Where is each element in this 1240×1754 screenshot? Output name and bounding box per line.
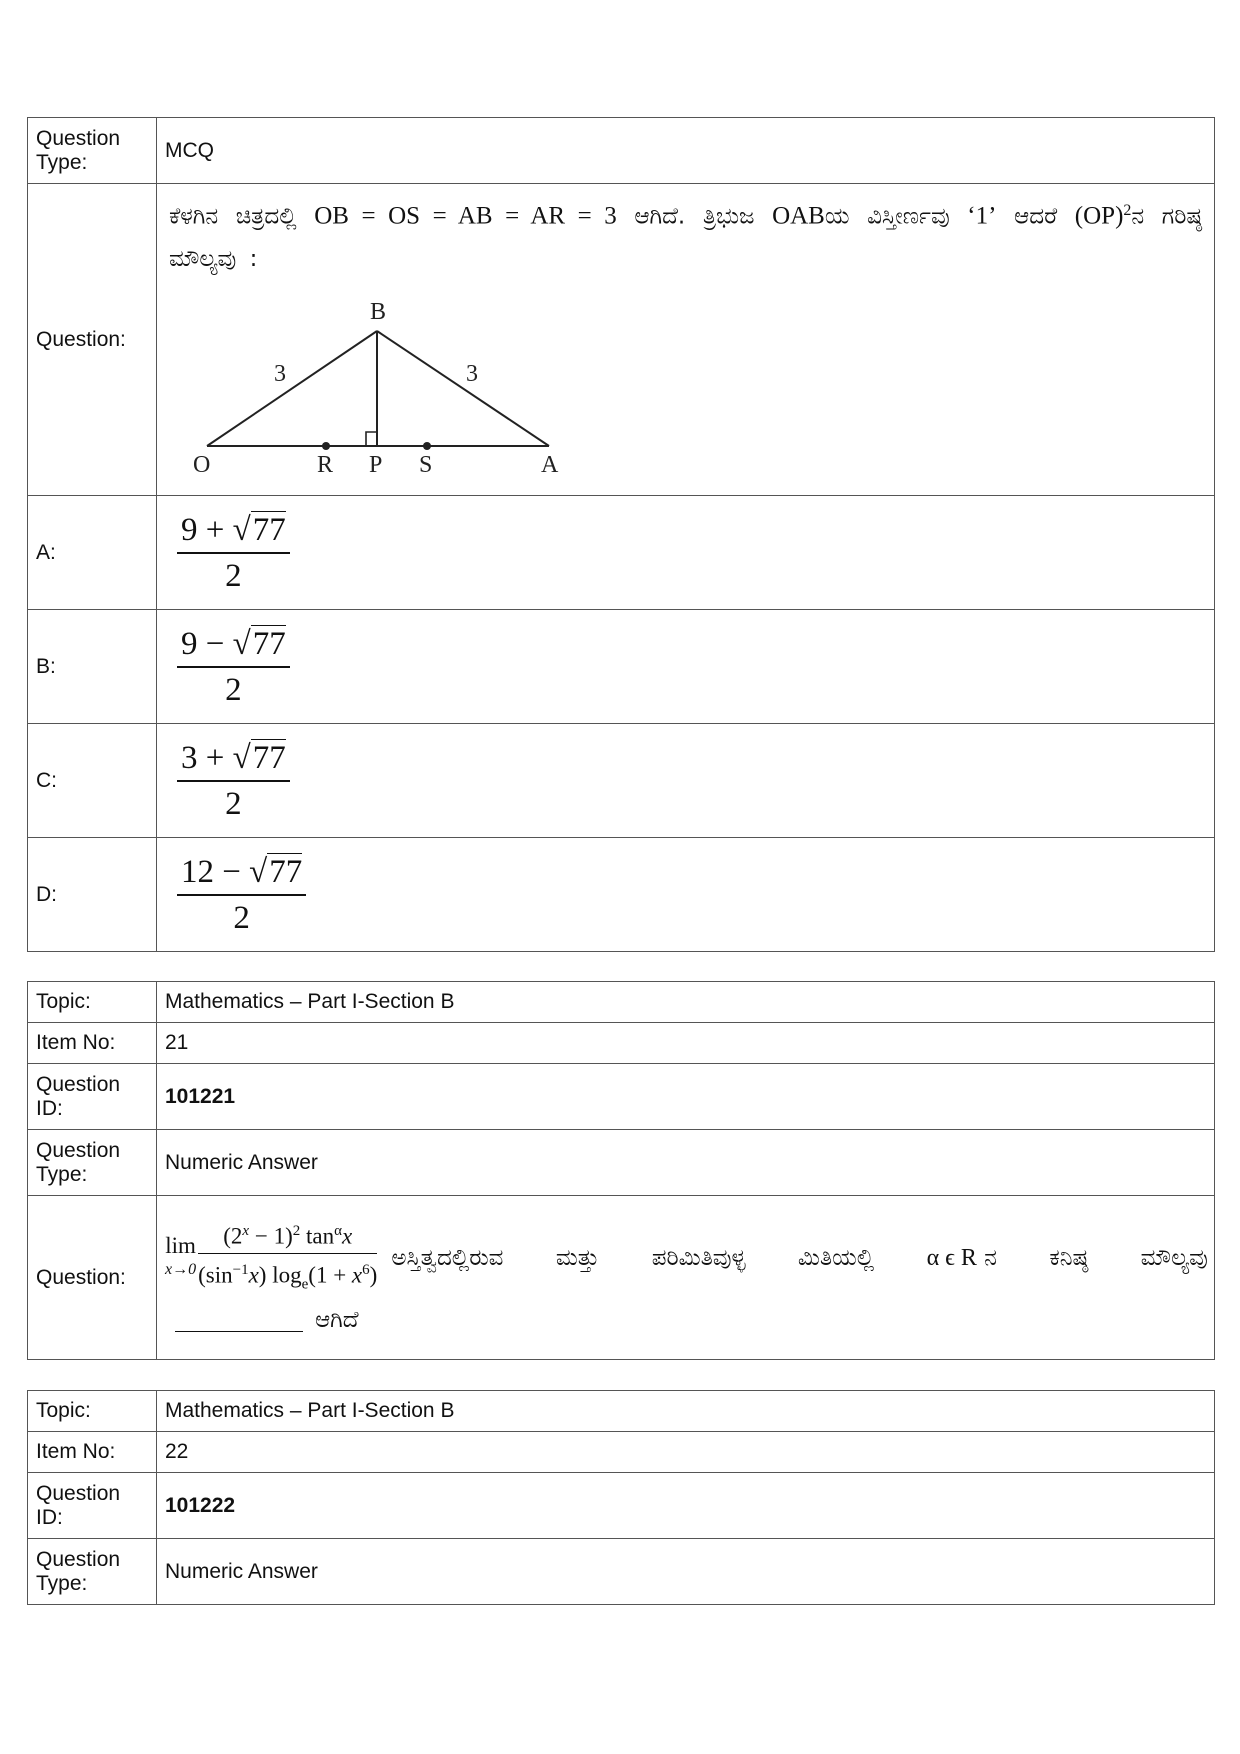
answer-blank-line	[157, 1298, 1214, 1346]
option-label: C:	[28, 724, 157, 838]
question-text-part: ಆಗಿದೆ. ತ್ರಿಭುಜ	[616, 203, 773, 230]
question-id-label: Question ID:	[28, 1473, 157, 1539]
question-equation: OB = OS = AB = AR = 3	[314, 202, 617, 230]
topic-value: Mathematics – Part I-Section B	[157, 1391, 1215, 1432]
question-content	[157, 184, 1215, 496]
question-type-value: Numeric Answer	[157, 1539, 1215, 1605]
point-S	[423, 442, 431, 450]
question-text-end: ಆಗಿದೆ	[315, 1306, 359, 1333]
option-value	[157, 496, 1215, 610]
question-text	[165, 184, 1206, 286]
option-row-a	[28, 496, 1215, 610]
question-id-value: 101221	[157, 1064, 1215, 1130]
option-row-c	[28, 724, 1215, 838]
option-label: A:	[28, 496, 157, 610]
question-content	[157, 1196, 1215, 1360]
item-no-label: Item No:	[28, 1432, 157, 1473]
label-AB-length: 3	[466, 360, 478, 387]
triangle-figure	[179, 286, 599, 486]
question-text-part: ನ ಗರಿಷ್ಠ ಮೌಲ್ಯವು :	[169, 203, 1203, 272]
item-no-label: Item No:	[28, 1023, 157, 1064]
option-value	[157, 724, 1215, 838]
topic-label: Topic:	[28, 982, 157, 1023]
question-text-part: ಕೆಳಗಿನ ಚಿತ್ರದಲ್ಲಿ	[169, 203, 315, 230]
option-fraction: $\frac{3 + √77}{2}$	[177, 738, 290, 824]
question-text-part: ಯ ವಿಸ್ತೀರ್ಣವು	[824, 203, 968, 230]
option-row-b	[28, 610, 1215, 724]
label-B: B	[370, 298, 387, 325]
topic-label: Topic:	[28, 1391, 157, 1432]
side-AB	[377, 331, 549, 446]
question-type-value: Numeric Answer	[157, 1130, 1215, 1196]
question-triangle: OAB	[772, 202, 825, 230]
label-O: O	[193, 451, 211, 478]
question-type-value: MCQ	[157, 118, 1215, 184]
side-OB	[207, 331, 377, 446]
option-fraction: $\frac{12 - √77}{2}$	[177, 852, 306, 938]
answer-blank[interactable]	[175, 1311, 303, 1332]
option-value	[157, 838, 1215, 952]
question-table-2	[27, 981, 1215, 1360]
option-row-d	[28, 838, 1215, 952]
question-text: ಅಸ್ತಿತ್ವದಲ್ಲಿರುವ ಮತ್ತು ಪರಿಮಿತಿವುಳ್ಳ ಮಿತಿಯಲ್ಲಿ α ϵ R ನ ಕನಿಷ್ಠ ಮೌಲ್ಯವು	[391, 1244, 1208, 1271]
question-table-3	[27, 1390, 1215, 1605]
question-type-label: Question Type:	[28, 118, 157, 184]
limit-fraction: $(2^x - 1)^2$ $\tan^\alpha x$ $(\sin^{-1}x) \log_e(1 + x^6)$	[198, 1217, 377, 1298]
label-S: S	[419, 451, 433, 478]
label-R: R	[317, 451, 334, 478]
item-no-value: 22	[157, 1432, 1215, 1473]
limit-expression	[165, 1217, 377, 1298]
question-label: Question:	[28, 1196, 157, 1360]
question-area: ‘1’	[967, 202, 997, 230]
lim-subscript: x→0	[165, 1260, 197, 1278]
question-label: Question:	[28, 184, 157, 496]
option-value	[157, 610, 1215, 724]
label-A: A	[541, 451, 559, 478]
point-R	[322, 442, 330, 450]
alpha-in-r: α ϵ R	[926, 1244, 977, 1271]
question-id-value: 101222	[157, 1473, 1215, 1539]
topic-value: Mathematics – Part I-Section B	[157, 982, 1215, 1023]
question-op: (OP)	[1074, 202, 1124, 230]
option-label: B:	[28, 610, 157, 724]
question-type-label: Question Type:	[28, 1539, 157, 1605]
option-label: D:	[28, 838, 157, 952]
limit-question	[157, 1209, 1214, 1298]
question-id-label: Question ID:	[28, 1064, 157, 1130]
label-OB-length: 3	[274, 360, 286, 387]
question-type-label: Question Type:	[28, 1130, 157, 1196]
lim-word: lim	[165, 1232, 196, 1258]
question-table-1	[27, 117, 1215, 952]
right-angle-mark	[366, 432, 377, 446]
question-op-exponent: 2	[1123, 202, 1132, 219]
option-fraction: $\frac{9 - √77}{2}$	[177, 624, 290, 710]
item-no-value: 21	[157, 1023, 1215, 1064]
option-fraction: $\frac{9 + √77}{2}$	[177, 510, 290, 596]
label-P: P	[369, 451, 383, 478]
question-text-part: ಆದರೆ	[996, 203, 1075, 230]
